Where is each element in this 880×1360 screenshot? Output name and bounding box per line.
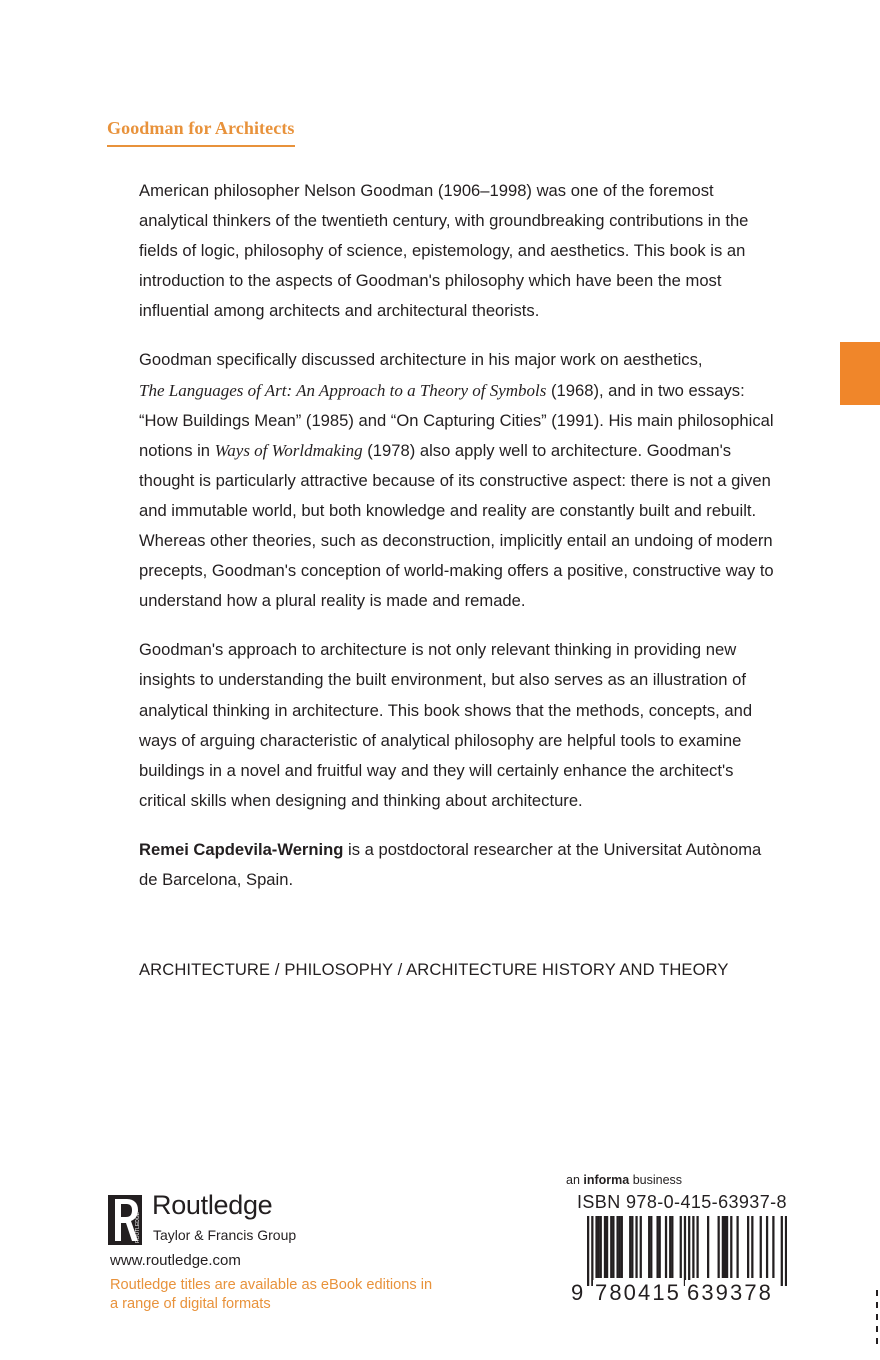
paragraph-3: Goodman's approach to architecture is not only relevant thinking in providing new insights to understanding the built environment, but also serves as an illustration of analytical thinking in architecture. This book shows that the methods, concepts, and ways of arguing characteristic of analytical philosophy are helpful tools to examine buildings in a novel and fruitful way and they will certainly enhance the architect's critical skills when designing and thinking about architecture. [139, 640, 753, 810]
barcode-digits-left: 780415 [595, 1280, 682, 1305]
barcode-bar [635, 1216, 637, 1278]
barcode-bar [610, 1216, 612, 1278]
barcode-bar [600, 1216, 602, 1278]
paragraph-2-part-c: (1978) also apply well to architecture. Goodman's thought is particularly attractive because of its constructive aspect: there is not a given and immutable world, but both knowledge and reality are constantly built and rebuilt. Whereas other theories, such as deconstruction, implicitly entail an undoing of modern precepts, Goodman's conception of world-making offers a positive, constructive way to understand how a plural reality is made and remade. [139, 440, 774, 611]
blurb [139, 176, 779, 914]
book-title-ways-of-worldmaking: Ways of Worldmaking [214, 440, 363, 460]
book-title-languages-of-art: The Languages of Art: An Approach to a Theory of Symbols [139, 380, 547, 400]
barcode-bar [598, 1216, 600, 1278]
barcode-bar [766, 1216, 768, 1278]
barcode-bar [631, 1216, 633, 1278]
author-name: Remei Capdevila-Werning [139, 839, 344, 859]
barcode-bar [785, 1216, 787, 1286]
barcode-bar [772, 1216, 774, 1278]
barcode-bar [587, 1216, 589, 1286]
barcode-bar [665, 1216, 667, 1278]
series-title: Goodman for Architects [107, 118, 295, 147]
ebook-note: Routledge titles are available as eBook editions in a range of digital formats [110, 1277, 433, 1312]
barcode-bar [595, 1216, 597, 1278]
barcode-bar [736, 1216, 738, 1278]
barcode-bar [648, 1216, 650, 1278]
barcode-bar [619, 1216, 621, 1278]
barcode-bar [751, 1216, 753, 1278]
subject-categories: ARCHITECTURE / PHILOSOPHY / ARCHITECTURE HISTORY AND THEORY [139, 960, 729, 979]
barcode-bar [669, 1216, 671, 1278]
barcode-bar [604, 1216, 606, 1278]
publisher-group: Taylor & Francis Group [153, 1227, 297, 1243]
publisher-website: www.routledge.com [110, 1252, 241, 1269]
barcode-bar [616, 1216, 618, 1278]
barcode-bar [684, 1216, 686, 1286]
barcode-bar [781, 1216, 783, 1286]
barcode-bar [656, 1216, 658, 1278]
paragraph-2-part-a: Goodman specifically discussed architecture in his major work on aesthetics, [139, 350, 703, 370]
barcode-bar [612, 1216, 614, 1278]
barcode-bar [747, 1216, 749, 1278]
barcode-bar [640, 1216, 642, 1278]
isbn-label: ISBN 978-0-415-63937-8 [577, 1192, 787, 1212]
barcode-bar [726, 1216, 728, 1278]
paragraph-2 [139, 345, 779, 616]
informa-brand: informa [583, 1173, 630, 1187]
isbn-barcode [587, 1216, 787, 1286]
barcode-bar [621, 1216, 623, 1278]
barcode-bar [760, 1216, 762, 1278]
routledge-logo-icon [108, 1195, 142, 1245]
barcode-digits-right: 639378 [687, 1280, 774, 1305]
informa-prefix: an [566, 1173, 580, 1187]
barcode-bar [718, 1216, 720, 1278]
author-bio [139, 835, 779, 895]
barcode-bar [730, 1216, 732, 1278]
spine-tab-marker [840, 342, 880, 405]
author-bio-text: is a postdoctoral researcher at the Universitat Autònoma de Barcelona, Spain. [139, 839, 762, 889]
barcode-bar [696, 1216, 698, 1278]
barcode-digit-first: 9 [571, 1280, 584, 1305]
barcode-bar [707, 1216, 709, 1278]
informa-tagline [566, 1173, 682, 1187]
barcode-bar [591, 1216, 593, 1286]
publisher-name: Routledge [152, 1190, 273, 1220]
barcode-bar [650, 1216, 652, 1278]
barcode-bar [680, 1216, 682, 1278]
barcode-bar [688, 1216, 690, 1286]
barcode-bar [724, 1216, 726, 1278]
barcode-bar [659, 1216, 661, 1278]
informa-suffix: business [632, 1173, 683, 1187]
logo-vertical-text: ROUTLEDGE [135, 1211, 141, 1243]
paragraph-2-part-b: (1968), and in two essays: “How Buildings Mean” (1985) and “On Capturing Cities” (1991). His main philosophical notions in [139, 380, 774, 460]
crop-mark [876, 1290, 878, 1350]
barcode-bar [722, 1216, 724, 1278]
barcode-bar [629, 1216, 631, 1278]
barcode-bar [606, 1216, 608, 1278]
barcode-bar [671, 1216, 673, 1278]
barcode-bar [692, 1216, 694, 1278]
paragraph-1: American philosopher Nelson Goodman (1906–1998) was one of the foremost analytical thinkers of the twentieth century, with groundbreaking contributions in the fields of logic, philosophy of science, epistemology, and aesthetics. This book is an introduction to the aspects of Goodman's philosophy which have been the most influential among architects and architectural theorists. [139, 181, 749, 321]
